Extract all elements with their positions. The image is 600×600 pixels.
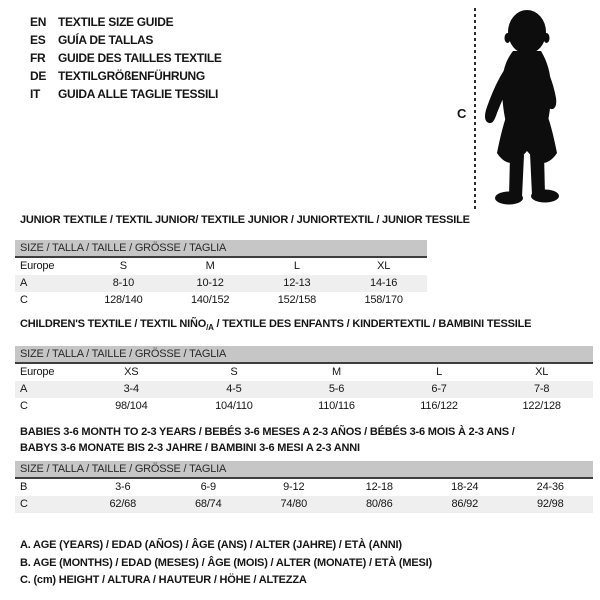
- children-size-table: [15, 346, 593, 415]
- table-row: [15, 275, 427, 292]
- legend-line-b: B. AGE (MONTHS) / EDAD (MESES) / ÂGE (MOIS) / ALTER (MONATE) / ETÀ (MESI): [20, 556, 432, 569]
- title-subscript: /A: [206, 323, 214, 333]
- table-cell: 24-36: [536, 481, 564, 493]
- table-cell: 12-13: [283, 277, 311, 289]
- table-cell: 6-9: [200, 481, 216, 493]
- language-list: [30, 13, 222, 103]
- row-label: C: [20, 294, 28, 306]
- height-measure-dashed-line: [474, 8, 476, 210]
- row-label: B: [20, 481, 28, 493]
- section-title-babies: [20, 424, 515, 456]
- size-header-bar: SIZE / TALLA / TAILLE / GRÖSSE / TAGLIA: [15, 240, 427, 258]
- table-cell: 116/122: [420, 400, 458, 412]
- table-cell: 158/170: [364, 294, 403, 306]
- table-cell: XL: [535, 366, 549, 378]
- language-row-en: [30, 13, 222, 31]
- table-row: [15, 496, 593, 513]
- table-cell: 152/158: [277, 294, 317, 306]
- table-cell: 4-5: [226, 383, 242, 395]
- row-label: C: [20, 498, 28, 510]
- table-cell: M: [205, 260, 215, 272]
- measure-c-label: C: [457, 106, 467, 121]
- section-title-children: [20, 316, 531, 336]
- table-cell: XL: [377, 260, 391, 272]
- table-cell: 104/110: [215, 400, 253, 412]
- legend-line-a: A. AGE (YEARS) / EDAD (AÑOS) / ÂGE (ANS) / ALTER (JAHRE) / ETÀ (ANNI): [20, 539, 402, 551]
- table-row: [15, 258, 427, 275]
- table-cell: XS: [124, 366, 139, 378]
- title-text: / TEXTILE DES ENFANTS / KINDERTEXTIL / BAMBINI TESSILE: [213, 318, 532, 330]
- table-cell: 74/80: [280, 498, 308, 510]
- table-cell: 140/152: [190, 294, 230, 306]
- language-title: TEXTILE SIZE GUIDE: [58, 15, 174, 29]
- measurement-legend: [20, 537, 432, 590]
- language-title: GUIDA ALLE TAGLIE TESSILI: [58, 87, 219, 101]
- table-cell: 68/74: [194, 498, 222, 510]
- table-cell: 6-7: [431, 383, 447, 395]
- table-cell: 9-12: [283, 481, 305, 493]
- row-label: C: [20, 400, 28, 412]
- section-title-junior: JUNIOR TEXTILE / TEXTIL JUNIOR/ TEXTILE JUNIOR / JUNIORTEXTIL / JUNIOR TESSILE: [20, 214, 470, 226]
- size-header-bar: SIZE / TALLA / TAILLE / GRÖSSE / TAGLIA: [15, 461, 593, 479]
- size-header-bar: SIZE / TALLA / TAILLE / GRÖSSE / TAGLIA: [15, 346, 593, 364]
- babies-size-table: [15, 461, 593, 513]
- table-cell: 3-4: [123, 383, 139, 395]
- table-cell: 12-18: [365, 481, 393, 493]
- table-cell: L: [293, 260, 300, 272]
- baby-silhouette-icon: [479, 6, 569, 208]
- title-text: CHILDREN'S TEXTILE / TEXTIL NIÑO: [20, 318, 207, 330]
- language-row-es: [30, 31, 222, 49]
- row-label: Europe: [20, 260, 55, 272]
- table-cell: L: [436, 366, 443, 378]
- row-label: Europe: [20, 366, 55, 378]
- title-line-2: BABYS 3-6 MONATE BIS 2-3 JAHRE / BAMBINI 3-6 MESI A 2-3 ANNI: [20, 442, 360, 454]
- table-cell: 5-6: [328, 383, 345, 395]
- table-row: [15, 398, 593, 415]
- table-cell: 18-24: [451, 481, 479, 493]
- language-code: IT: [30, 87, 41, 101]
- language-code: FR: [30, 51, 46, 65]
- junior-size-table: [15, 240, 427, 309]
- table-cell: 8-10: [112, 277, 134, 289]
- table-cell: 98/104: [115, 400, 148, 412]
- table-cell: 62/68: [109, 498, 137, 510]
- table-cell: 14-16: [370, 277, 398, 289]
- table-row: [15, 381, 593, 398]
- table-cell: 10-12: [196, 277, 224, 289]
- table-cell: M: [332, 366, 341, 378]
- table-row: [15, 479, 593, 496]
- table-cell: 80/86: [365, 498, 393, 510]
- language-code: EN: [30, 15, 47, 29]
- language-row-de: [30, 67, 222, 85]
- language-row-fr: [30, 49, 222, 67]
- legend-line-c: C. (cm) HEIGHT / ALTURA / HAUTEUR / HÖHE / ALTEZZA: [20, 574, 307, 586]
- language-title: TEXTILGRÖßENFÜHRUNG: [58, 69, 205, 83]
- table-cell: 110/116: [318, 400, 355, 412]
- table-cell: 128/140: [104, 294, 143, 306]
- table-cell: 86/92: [451, 498, 479, 510]
- table-cell: 92/98: [536, 498, 564, 510]
- language-title: GUIDE DES TAILLES TEXTILE: [58, 51, 222, 65]
- row-label: A: [20, 277, 28, 289]
- table-cell: 3-6: [115, 481, 131, 493]
- table-cell: S: [230, 366, 238, 378]
- table-row: [15, 292, 427, 309]
- table-cell: 7-8: [534, 383, 550, 395]
- language-code: ES: [30, 33, 46, 47]
- table-row: [15, 364, 593, 381]
- table-cell: 122/128: [522, 400, 561, 412]
- row-label: A: [20, 383, 28, 395]
- title-line-1: BABIES 3-6 MONTH TO 2-3 YEARS / BEBÉS 3-6 MESES A 2-3 AÑOS / BÉBÉS 3-6 MOIS À 2-3 ANS /: [20, 426, 515, 438]
- language-title: GUÍA DE TALLAS: [58, 33, 154, 47]
- table-cell: S: [119, 260, 127, 272]
- language-row-it: [30, 85, 222, 103]
- language-code: DE: [30, 69, 47, 83]
